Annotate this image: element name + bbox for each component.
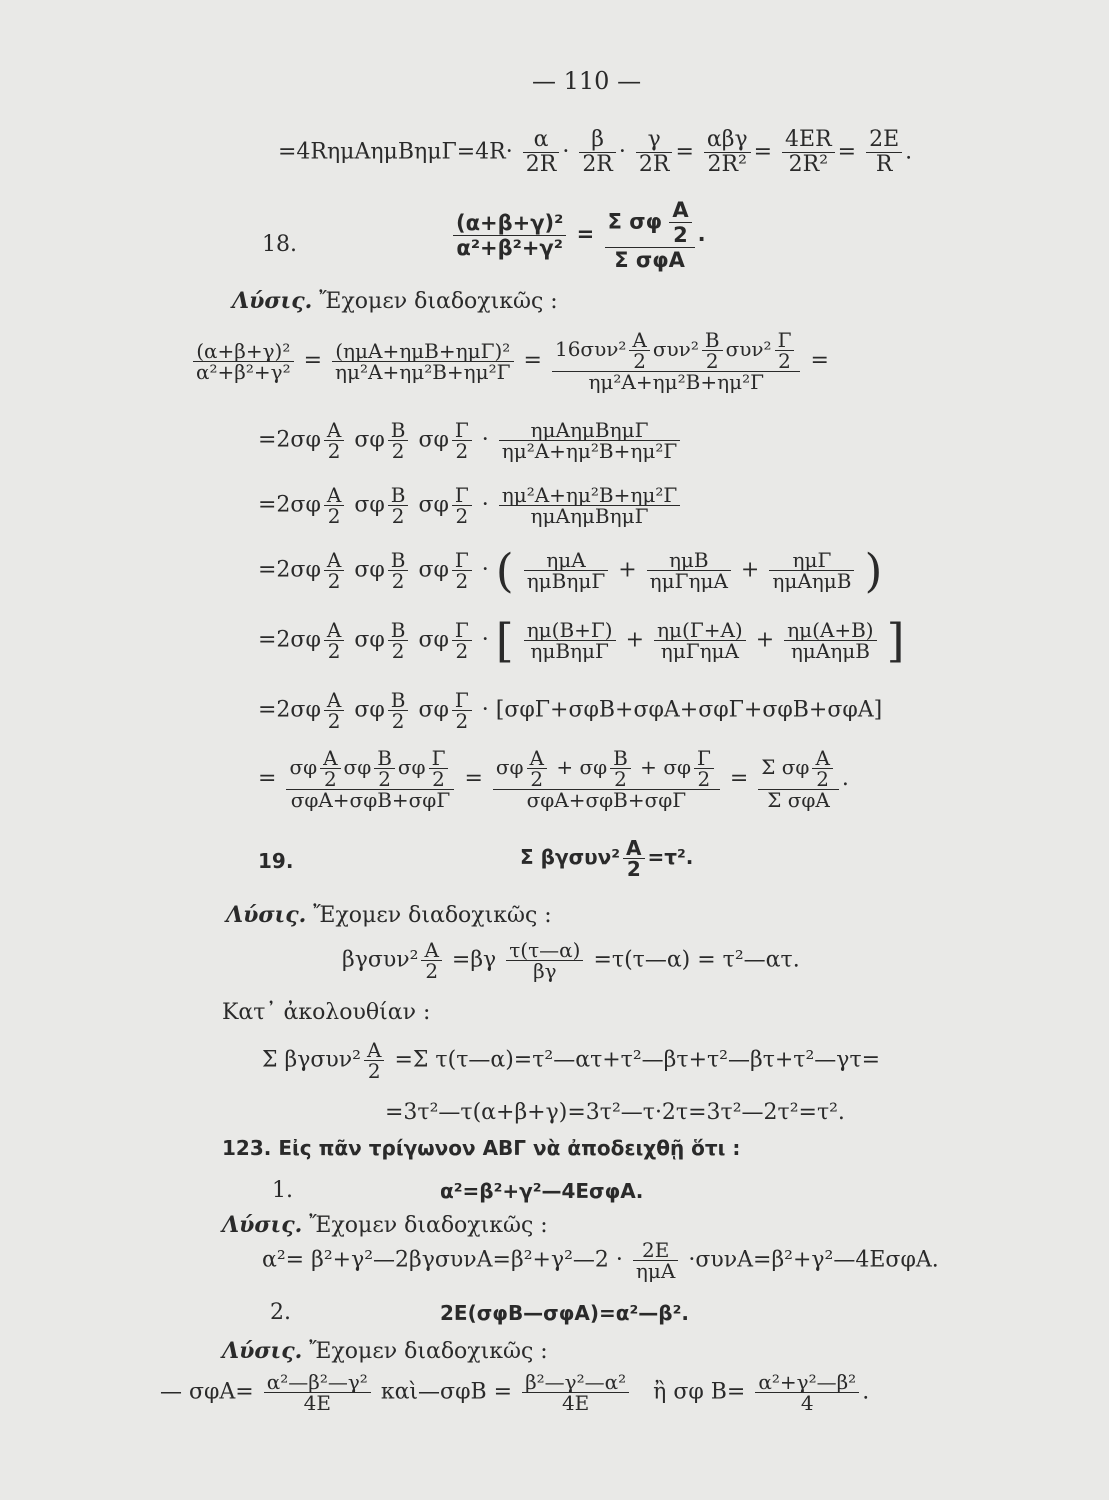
solution-heading: Λύσις. Ἔχομεν διαδοχικῶς : bbox=[222, 1338, 548, 1364]
fraction: $\frac{\gamma}{2R}$ bbox=[636, 128, 673, 177]
equation-line: =2σφ $\frac{A}{2}$ σφ $\frac{B}{2}$ σφ $\frac{\Gamma}{2}$ · $\frac{\text{ημ²Α+ημ²Β+ημ²Γ}}{\text{ημΑημΒημΓ}}$ bbox=[258, 485, 683, 526]
equation-line: Σ βγσυν² $\frac{A}{2}$ =Σ τ(τ—α)=τ²—ατ+τ²—βτ+τ²—βτ+τ²—γτ= bbox=[262, 1038, 881, 1083]
exercise-number: 1. bbox=[272, 1178, 293, 1203]
equation-line: α²= β²+γ²—2βγσυνΑ=β²+γ²—2 · $\frac{2E}{\text{ημΑ}}$ ·συνΑ=β²+γ²—4ΕσφΑ. bbox=[262, 1238, 939, 1283]
exercise-number: 18. bbox=[262, 232, 297, 257]
equation-line: =4RημΑημΒημΓ=4R· $\frac{\alpha}{2R}$ · $\frac{\beta}{2R}$ · $\frac{\gamma}{2R}$ = $\frac{\text{αβγ}}{\text{2R²}}$ = $\frac{4ER}{\text{2R²}}$ = $\frac{2E}{R}$ . bbox=[278, 127, 913, 177]
equation-line: 2Ε(σφΒ—σφΑ)=α²—β². bbox=[440, 1301, 689, 1325]
page-number: — 110 — bbox=[532, 67, 642, 95]
equation-line: =2σφ $\frac{A}{2}$ σφ $\frac{B}{2}$ σφ $\frac{\Gamma}{2}$ · ( $\frac{\text{ημΑ}}{\text{ημΒημΓ}}$ + $\frac{\text{ημΒ}}{\text{ημΓημΑ}}$ + $\frac{\text{ημΓ}}{\text{ημΑημΒ}}$ ) bbox=[258, 543, 883, 598]
solution-heading: Λύσις. Ἔχομεν διαδοχικῶς : bbox=[226, 902, 552, 928]
equation-line: = σφ $\frac{A}{2}$ σφ $\frac{B}{2}$ σφ $\frac{\Gamma}{2}$ σφΑ+σφΒ+σφΓ = σφ $\frac{A}{2}$ + σφ $\frac{B}{2}$ + σφ $\frac{\Gamma}{2}$ σφΑ+σφΒ+σφΓ = Σ σφ $\frac{A}{2}$ Σ σφΑ . bbox=[258, 746, 849, 812]
equation-line: =2σφ $\frac{A}{2}$ σφ $\frac{B}{2}$ σφ $\frac{\Gamma}{2}$ · $\frac{\text{ημΑημΒημΓ}}{\text{ημ²Α+ημ²Β+ημ²Γ}}$ bbox=[258, 420, 683, 461]
equation-line: $\frac{\text{(α+β+γ)²}}{\text{α²+β²+γ²}}$ = $\frac{\text{(ημΑ+ημΒ+ημΓ)²}}{\text{ημ²Α+ημ²Β+ημ²Γ}}$ = 16συν² $\frac{A}{2}$ συν² $\frac{B}{2}$ συν² $\frac{\Gamma}{2}$ ημ²Α+ημ²Β+ημ²Γ = bbox=[190, 330, 829, 392]
equation-line: — σφΑ= $\frac{\text{α²—β²—γ²}}{4E}$ καὶ—σφΒ = $\frac{\text{β²—γ²—α²}}{4E}$ ἢ σφ Β= $\frac{\text{α²+γ²—β²}}{4}$ . bbox=[160, 1370, 870, 1415]
equation-line: =2σφ $\frac{A}{2}$ σφ $\frac{B}{2}$ σφ $\frac{\Gamma}{2}$ · [σφΓ+σφΒ+σφΑ+σφΓ+σφΒ+σφΑ] bbox=[258, 688, 883, 733]
fraction: $\frac{\text{ημΑημΒημΓ}}{\text{ημ²Α+ημ²Β+ημ²Γ}}$ bbox=[499, 420, 681, 461]
fraction: $\frac{\text{(α+β+γ)²}}{\text{α²+β²+γ²}}$ bbox=[453, 211, 566, 260]
equation-line: α²=β²+γ²—4ΕσφΑ. bbox=[440, 1179, 644, 1203]
equation-line: βγσυν² $\frac{A}{2}$ =βγ $\frac{\tau(\tau—\alpha)}{\beta\gamma}$ =τ(τ—α) = τ²—ατ. bbox=[342, 938, 800, 983]
equation-text: =4RημΑημΒημΓ=4R· bbox=[278, 139, 513, 165]
fraction: $\frac{4ER}{\text{2R²}}$ bbox=[782, 128, 835, 177]
body-text: Κατ᾽ ἀκολουθίαν : bbox=[222, 1000, 431, 1025]
fraction: $\frac{\text{(α+β+γ)²}}{\text{α²+β²+γ²}}$ bbox=[193, 341, 294, 382]
fraction: σφ $\frac{A}{2}$ σφ $\frac{B}{2}$ σφ $\frac{\Gamma}{2}$ σφΑ+σφΒ+σφΓ bbox=[286, 748, 454, 810]
exercise-number: 2. bbox=[270, 1300, 291, 1325]
fraction: $\frac{\text{(ημΑ+ημΒ+ημΓ)²}}{\text{ημ²Α+ημ²Β+ημ²Γ}}$ bbox=[332, 341, 514, 382]
fraction: $\frac{\text{ημ²Α+ημ²Β+ημ²Γ}}{\text{ημΑημΒημΓ}}$ bbox=[499, 485, 681, 526]
solution-heading: Λύσις. Ἔχομεν διαδοχικῶς : bbox=[232, 288, 558, 314]
fraction: 16συν² $\frac{A}{2}$ συν² $\frac{B}{2}$ συν² $\frac{\Gamma}{2}$ ημ²Α+ημ²Β+ημ²Γ bbox=[552, 330, 800, 392]
exercise-heading: 123. Εἰς πᾶν τρίγωνον ΑΒΓ νὰ ἀποδειχθῇ ὅτι : bbox=[222, 1136, 741, 1160]
fraction: $\frac{2E}{R}$ bbox=[866, 128, 902, 177]
fraction: $\frac{\alpha}{2R}$ bbox=[523, 128, 560, 177]
equation-line: =2σφ $\frac{A}{2}$ σφ $\frac{B}{2}$ σφ $\frac{\Gamma}{2}$ · [ $\frac{\eta\mu(B+\Gamma)}{\text{ημΒημΓ}}$ + $\frac{\eta\mu(\Gamma+A)}{\text{ημΓημΑ}}$ + $\frac{\eta\mu(A+B)}{\text{ημΑημΒ}}$ ] bbox=[258, 613, 905, 668]
equation-line: $\frac{\text{(α+β+γ)²}}{\text{α²+β²+γ²}}$ = Σ σφ $\frac{A}{2}$ Σ σφΑ . bbox=[450, 198, 706, 272]
fraction: $\frac{\beta}{2R}$ bbox=[579, 128, 616, 177]
fraction: σφ $\frac{A}{2}$ + σφ $\frac{B}{2}$ + σφ $\frac{\Gamma}{2}$ σφΑ+σφΒ+σφΓ bbox=[493, 748, 720, 810]
fraction: Σ σφ $\frac{A}{2}$ Σ σφΑ bbox=[605, 198, 695, 272]
solution-heading: Λύσις. Ἔχομεν διαδοχικῶς : bbox=[222, 1212, 548, 1238]
fraction: Σ σφ $\frac{A}{2}$ Σ σφΑ bbox=[758, 748, 839, 810]
fraction: $\frac{\text{αβγ}}{\text{2R²}}$ bbox=[704, 128, 751, 177]
equation-line: Σ βγσυν² $\frac{A}{2}$ =τ². bbox=[520, 836, 694, 881]
equation-line: =3τ²—τ(α+β+γ)=3τ²—τ·2τ=3τ²—2τ²=τ². bbox=[385, 1100, 845, 1125]
exercise-number: 19. bbox=[258, 849, 294, 873]
